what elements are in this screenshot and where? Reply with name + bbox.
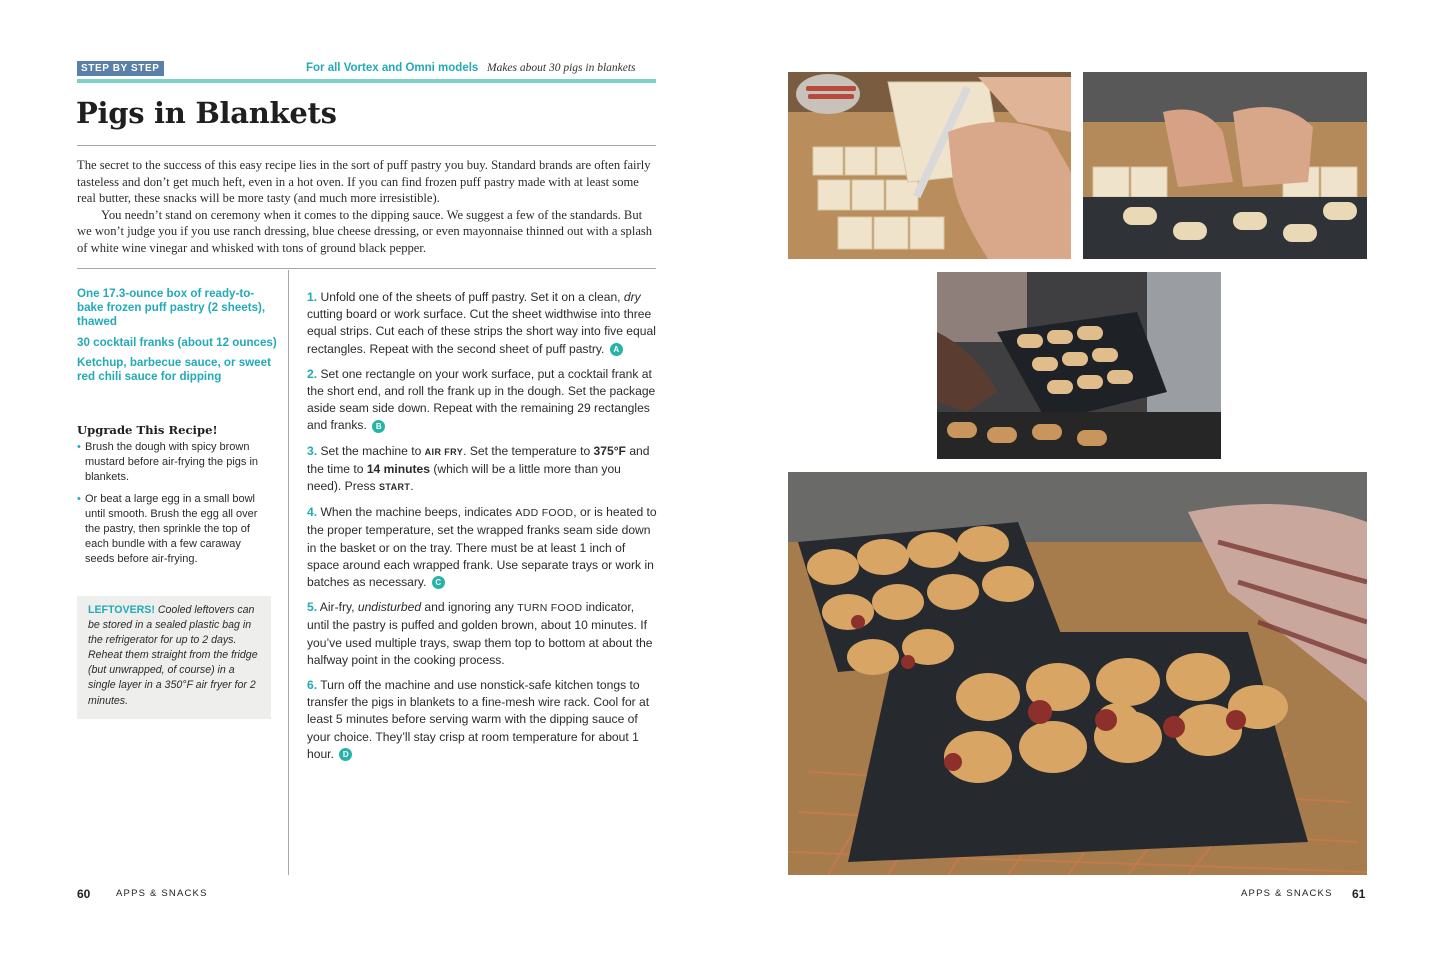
step-2: 2. Set one rectangle on your work surface, put a cocktail frank at the short end, and roll the frank up in the dough. Set the package aside seam side down. Repeat with the remaining 29 rectangles and franks. B [307, 366, 656, 433]
photo-d-finished-pigs-in-blankets [788, 472, 1367, 875]
upgrade-section [77, 423, 273, 574]
recipe-title: Pigs in Blankets [76, 96, 337, 130]
photo-ref-b: B [372, 420, 385, 433]
models-note: For all Vortex and Omni models [306, 62, 479, 74]
header-rule [77, 79, 656, 83]
column-divider [288, 270, 289, 875]
photo-c-loading-trays [937, 272, 1221, 459]
ingredient-item: Ketchup, barbecue sauce, or sweet red chili sauce for dipping [77, 355, 271, 384]
step-6: 6. Turn off the machine and use nonstick-safe kitchen tongs to transfer the pigs in blankets to a fine-mesh wire rack. Cool for at least 5 minutes before serving warm with the dipping sauce of your choice. They’ll stay crisp at room temperature for about 1 hour. D [307, 678, 650, 761]
photo-ref-d: D [339, 748, 352, 761]
step-1: 1. Unfold one of the sheets of puff pastry. Set it on a clean, dry cutting board or work surface. Cut the sheet widthwise into three equal strips. Cut each of these strips the short way into five equal rectangles. Repeat with the second sheet of puff pastry. A [307, 290, 656, 356]
method-steps [307, 289, 657, 771]
upgrade-item: • Or beat a large egg in a small bowl until smooth. Brush the egg all over the pastry, then sprinkle the top of each bundle with a few caraway seeds before air-frying. [77, 492, 273, 567]
intro-paragraph-1: The secret to the success of this easy recipe lies in the sort of puff pastry you buy. Standard brands are often fairly tasteless and don’t get much heft, even in a hot oven. If you can find frozen puff pastry made with at least some real butter, these snacks will be more tasty (and much more irresistible). [77, 158, 651, 206]
yield-note: Makes about 30 pigs in blankets [487, 62, 636, 74]
page-number-right: 61 [1352, 887, 1366, 901]
leftovers-label: LEFTOVERS! [88, 604, 155, 616]
step-5: 5. Air-fry, undisturbed and ignoring any TURN FOOD indicator, until the pastry is puffed and golden brown, about 10 minutes. If you’ve used multiple trays, swap them top to bottom at about the halfway point in the cooking process. [307, 600, 653, 667]
leftovers-box [77, 596, 271, 719]
photo-ref-a: A [610, 343, 623, 356]
upgrade-item: • Brush the dough with spicy brown mustard before air-frying the pigs in blankets. [77, 440, 273, 485]
photo-b-rolling-franks [1083, 72, 1367, 259]
ingredient-item: 30 cocktail franks (about 12 ounces) [77, 335, 277, 349]
section-name-left: APPS & SNACKS [116, 888, 208, 899]
leftovers-text: LEFTOVERS! Cooled leftovers can be stored in a sealed plastic bag in the refrigerator for up to 2 days. Reheat them straight from the fridge (but unwrapped, of course) in a single layer in a 350°F air fryer for 2 minutes. [88, 604, 258, 707]
section-name-right: APPS & SNACKS [1241, 888, 1333, 899]
upgrade-heading: Upgrade This Recipe! [77, 423, 218, 437]
step-by-step-badge: STEP BY STEP [77, 61, 164, 76]
step-3: 3. Set the machine to AIR FRY. Set the temperature to 375°F and the time to 14 minutes (which will be a little more than you need). Press START. [307, 443, 650, 494]
intro-rule [77, 268, 656, 269]
intro-text [77, 157, 656, 257]
page-number-left: 60 [77, 887, 91, 901]
step-4: 4. When the machine beeps, indicates ADD FOOD, or is heated to the proper temperature, set the wrapped franks seam side down in the basket or on the tray. There must be at least 1 inch of space around each wrapped frank. Use separate trays or work in batches as necessary. C [307, 505, 657, 590]
photo-ref-c: C [432, 576, 445, 589]
photo-a-cutting-pastry [788, 72, 1071, 259]
ingredient-item: One 17.3-ounce box of ready-to-bake frozen puff pastry (2 sheets), thawed [77, 287, 266, 329]
intro-paragraph-2: You needn’t stand on ceremony when it comes to the dipping sauce. We suggest a few of the standards. But we won’t judge you if you use ranch dressing, blue cheese dressing, or even mayonnaise thinned out with a splash of white wine vinegar and whisked with tons of ground black pepper. [77, 207, 653, 255]
ingredients-list [77, 287, 277, 390]
title-rule [77, 145, 656, 146]
